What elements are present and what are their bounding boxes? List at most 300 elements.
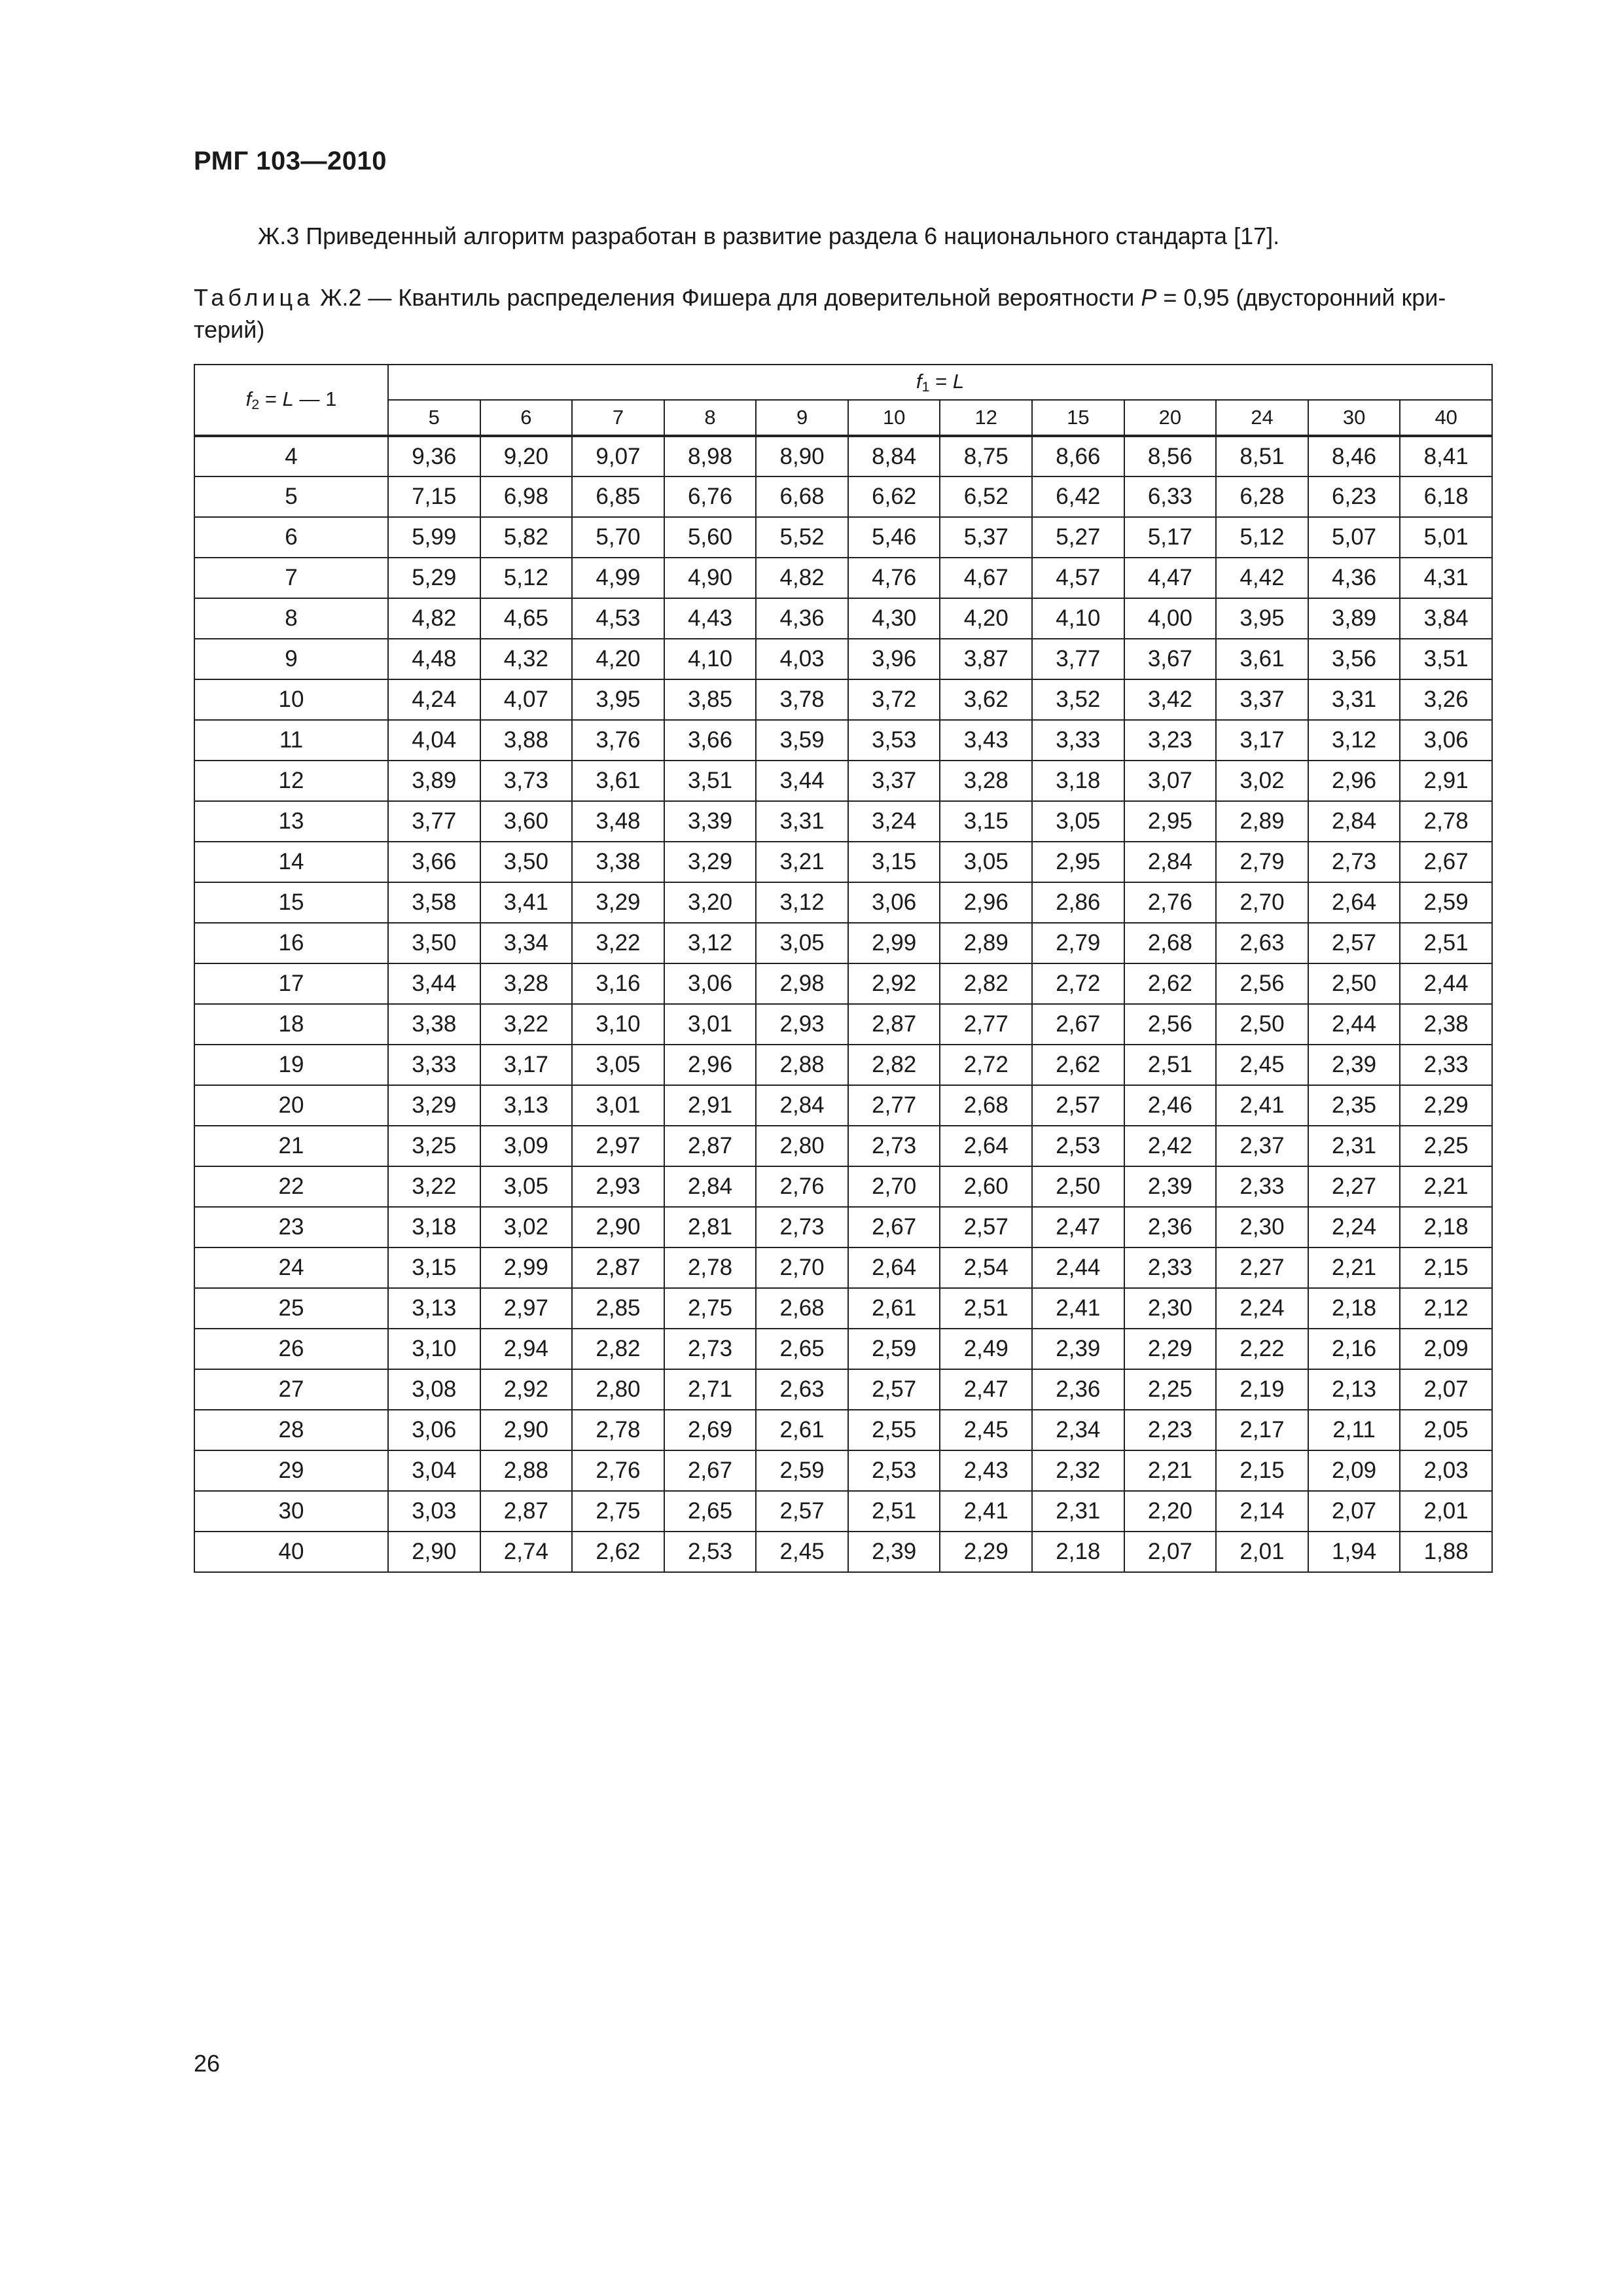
column-header: 24 [1216,400,1308,436]
row-label-f2: 4 [194,436,388,476]
table-cell: 2,38 [1400,1004,1492,1045]
table-cell: 2,82 [572,1329,664,1369]
table-cell: 2,39 [848,1532,940,1572]
table-cell: 2,33 [1216,1166,1308,1207]
table-cell: 2,56 [1124,1004,1217,1045]
table-cell: 2,27 [1216,1247,1308,1288]
column-header: 15 [1032,400,1124,436]
table-cell: 2,63 [756,1369,848,1410]
column-header: 5 [388,400,480,436]
table-cell: 2,35 [1308,1085,1400,1126]
table-cell: 3,37 [848,761,940,801]
table-cell: 3,15 [848,842,940,882]
table-cell: 2,72 [1032,963,1124,1004]
table-cell: 4,42 [1216,558,1308,598]
table-cell: 3,10 [572,1004,664,1045]
table-cell: 2,46 [1124,1085,1217,1126]
table-cell: 2,50 [1308,963,1400,1004]
table-cell: 2,84 [1124,842,1217,882]
table-cell: 3,12 [756,882,848,923]
column-group-header-f1: $f_1 = L$ [388,365,1492,400]
table-cell: 2,60 [940,1166,1032,1207]
table-cell: 3,03 [388,1491,480,1532]
table-cell: 5,07 [1308,517,1400,558]
table-cell: 3,50 [388,923,480,963]
table-cell: 3,13 [480,1085,573,1126]
table-cell: 2,51 [940,1288,1032,1329]
table-cell: 2,65 [756,1329,848,1369]
table-cell: 6,52 [940,476,1032,517]
table-cell: 3,06 [388,1410,480,1450]
paragraph-zh3: Ж.3 Приведенный алгоритм разработан в развитие раздела 6 национального стандарта [17]. [258,223,1280,249]
table-cell: 5,60 [664,517,757,558]
table-cell: 6,33 [1124,476,1217,517]
table-cell: 2,70 [756,1247,848,1288]
table-cell: 2,79 [1032,923,1124,963]
table-cell: 2,89 [1216,801,1308,842]
table-cell: 4,99 [572,558,664,598]
table-cell: 4,04 [388,720,480,761]
table-cell: 3,51 [664,761,757,801]
table-cell: 8,66 [1032,436,1124,476]
caption-label: Таблица [194,284,314,311]
table-cell: 2,59 [756,1450,848,1491]
table-cell: 2,44 [1032,1247,1124,1288]
table-cell: 2,59 [848,1329,940,1369]
fisher-quantile-table [194,364,1493,1573]
table-cell: 2,56 [1216,963,1308,1004]
table-cell: 2,55 [848,1410,940,1450]
table-row [194,923,1492,963]
table-cell: 3,41 [480,882,573,923]
table-cell: 3,07 [1124,761,1217,801]
table-cell: 3,96 [848,639,940,679]
table-cell: 2,73 [664,1329,757,1369]
column-header: 9 [756,400,848,436]
table-cell: 2,15 [1216,1450,1308,1491]
table-cell: 3,59 [756,720,848,761]
table-cell: 3,15 [940,801,1032,842]
table-cell: 2,41 [1216,1085,1308,1126]
table-cell: 2,61 [848,1288,940,1329]
page-number: 26 [194,2050,221,2077]
table-row [194,1126,1492,1166]
table-cell: 2,86 [1032,882,1124,923]
table-cell: 3,39 [664,801,757,842]
table-cell: 3,85 [664,679,757,720]
table-cell: 2,09 [1308,1450,1400,1491]
table-cell: 3,09 [480,1126,573,1166]
table-cell: 4,65 [480,598,573,639]
table-cell: 2,33 [1400,1045,1492,1085]
table-cell: 2,53 [848,1450,940,1491]
table-cell: 2,54 [940,1247,1032,1288]
table-cell: 2,07 [1400,1369,1492,1410]
table-cell: 2,20 [1124,1491,1217,1532]
table-cell: 3,33 [388,1045,480,1085]
table-cell: 2,97 [572,1126,664,1166]
table-row [194,963,1492,1004]
table-row [194,1004,1492,1045]
table-cell: 8,46 [1308,436,1400,476]
table-row [194,1207,1492,1247]
table-row [194,1450,1492,1491]
table-cell: 2,93 [572,1166,664,1207]
table-cell: 5,70 [572,517,664,558]
table-cell: 3,33 [1032,720,1124,761]
table-cell: 2,51 [848,1491,940,1532]
table-cell: 2,44 [1308,1004,1400,1045]
table-row [194,1045,1492,1085]
table-cell: 2,12 [1400,1288,1492,1329]
table-cell: 2,32 [1032,1450,1124,1491]
row-label-f2: 12 [194,761,388,801]
table-cell: 2,51 [1400,923,1492,963]
table-cell: 3,12 [664,923,757,963]
table-cell: 5,99 [388,517,480,558]
table-cell: 3,76 [572,720,664,761]
table-cell: 1,88 [1400,1532,1492,1572]
table-cell: 6,62 [848,476,940,517]
table-cell: 3,26 [1400,679,1492,720]
table-cell: 3,17 [480,1045,573,1085]
table-cell: 2,99 [848,923,940,963]
table-cell: 2,82 [848,1045,940,1085]
table-cell: 2,50 [1032,1166,1124,1207]
table-cell: 3,22 [388,1166,480,1207]
table-cell: 2,92 [480,1369,573,1410]
table-cell: 2,61 [756,1410,848,1450]
table-cell: 2,29 [1124,1329,1217,1369]
table-cell: 2,65 [664,1491,757,1532]
table-row [194,1369,1492,1410]
table-cell: 3,18 [388,1207,480,1247]
table-cell: 3,05 [480,1166,573,1207]
table-cell: 6,18 [1400,476,1492,517]
table-cell: 2,25 [1400,1126,1492,1166]
table-cell: 4,36 [1308,558,1400,598]
table-cell: 8,41 [1400,436,1492,476]
table-cell: 4,67 [940,558,1032,598]
table-cell: 2,36 [1032,1369,1124,1410]
table-cell: 3,67 [1124,639,1217,679]
table-cell: 4,20 [572,639,664,679]
table-cell: 4,47 [1124,558,1217,598]
table-cell: 2,47 [1032,1207,1124,1247]
table-cell: 2,03 [1400,1450,1492,1491]
table-cell: 7,15 [388,476,480,517]
table-cell: 2,22 [1216,1329,1308,1369]
table-cell: 2,45 [940,1410,1032,1450]
table-cell: 8,51 [1216,436,1308,476]
table-cell: 8,56 [1124,436,1217,476]
table-row [194,436,1492,476]
table-cell: 3,61 [1216,639,1308,679]
table-cell: 3,56 [1308,639,1400,679]
table-row [194,679,1492,720]
table-cell: 5,27 [1032,517,1124,558]
table-cell: 3,13 [388,1288,480,1329]
row-label-f2: 29 [194,1450,388,1491]
table-row [194,1247,1492,1288]
table-cell: 2,87 [664,1126,757,1166]
table-cell: 2,51 [1124,1045,1217,1085]
table-cell: 3,31 [756,801,848,842]
table-cell: 2,64 [1308,882,1400,923]
table-cell: 4,24 [388,679,480,720]
table-cell: 2,37 [1216,1126,1308,1166]
table-cell: 2,84 [1308,801,1400,842]
table-cell: 2,82 [940,963,1032,1004]
table-row [194,761,1492,801]
table-cell: 3,17 [1216,720,1308,761]
table-cell: 2,59 [1400,882,1492,923]
table-cell: 6,68 [756,476,848,517]
table-cell: 3,29 [664,842,757,882]
table-row [194,1166,1492,1207]
table-cell: 3,95 [1216,598,1308,639]
row-label-f2: 30 [194,1491,388,1532]
table-cell: 2,81 [664,1207,757,1247]
table-cell: 3,61 [572,761,664,801]
table-cell: 2,72 [940,1045,1032,1085]
table-cell: 2,96 [1308,761,1400,801]
table-cell: 2,95 [1032,842,1124,882]
table-cell: 2,90 [388,1532,480,1572]
table-cell: 2,21 [1308,1247,1400,1288]
table-cell: 2,80 [756,1126,848,1166]
table-cell: 3,05 [756,923,848,963]
table-cell: 8,98 [664,436,757,476]
table-cell: 3,06 [848,882,940,923]
table-cell: 2,16 [1308,1329,1400,1369]
table-cell: 3,42 [1124,679,1217,720]
table-cell: 2,84 [664,1166,757,1207]
table-cell: 2,92 [848,963,940,1004]
table-cell: 3,77 [1032,639,1124,679]
table-row [194,842,1492,882]
row-label-f2: 26 [194,1329,388,1369]
table-cell: 2,31 [1032,1491,1124,1532]
table-cell: 5,82 [480,517,573,558]
table-cell: 2,39 [1308,1045,1400,1085]
column-header: 12 [940,400,1032,436]
table-cell: 2,95 [1124,801,1217,842]
table-cell: 3,78 [756,679,848,720]
table-cell: 6,76 [664,476,757,517]
table-cell: 2,24 [1216,1288,1308,1329]
table-cell: 3,60 [480,801,573,842]
table-cell: 3,01 [572,1085,664,1126]
table-cell: 2,75 [572,1491,664,1532]
table-cell: 2,90 [572,1207,664,1247]
table-cell: 2,90 [480,1410,573,1450]
table-cell: 2,96 [664,1045,757,1085]
table-cell: 2,33 [1124,1247,1217,1288]
table-cell: 3,44 [388,963,480,1004]
table-cell: 3,34 [480,923,573,963]
caption-variable: P [1141,284,1157,311]
table-cell: 8,90 [756,436,848,476]
table-cell: 5,17 [1124,517,1217,558]
table-cell: 2,99 [480,1247,573,1288]
table-cell: 3,72 [848,679,940,720]
table-cell: 2,88 [480,1450,573,1491]
table-cell: 3,20 [664,882,757,923]
table-cell: 2,57 [1308,923,1400,963]
table-cell: 2,63 [1216,923,1308,963]
caption-line2: терий) [194,316,265,343]
table-cell: 4,76 [848,558,940,598]
table-cell: 2,68 [1124,923,1217,963]
table-cell: 4,36 [756,598,848,639]
table-cell: 4,03 [756,639,848,679]
table-cell: 2,21 [1124,1450,1217,1491]
table-row [194,1288,1492,1329]
table-cell: 3,12 [1308,720,1400,761]
table-cell: 2,64 [848,1247,940,1288]
table-cell: 3,89 [1308,598,1400,639]
row-label-f2: 9 [194,639,388,679]
document-code: РМГ 103—2010 [194,147,387,175]
table-cell: 9,07 [572,436,664,476]
table-cell: 2,07 [1308,1491,1400,1532]
table-cell: 9,36 [388,436,480,476]
table-cell: 3,28 [480,963,573,1004]
row-label-f2: 40 [194,1532,388,1572]
table-cell: 2,01 [1400,1491,1492,1532]
table-cell: 2,67 [1400,842,1492,882]
caption-text-before: Ж.2 — Квантиль распределения Фишера для доверительной вероятности [313,284,1141,311]
table-cell: 2,09 [1400,1329,1492,1369]
table-cell: 3,77 [388,801,480,842]
table-cell: 3,23 [1124,720,1217,761]
table-cell: 3,08 [388,1369,480,1410]
table-cell: 2,78 [664,1247,757,1288]
row-label-f2: 22 [194,1166,388,1207]
table-cell: 2,24 [1308,1207,1400,1247]
table-row [194,882,1492,923]
row-label-f2: 8 [194,598,388,639]
table-cell: 2,68 [940,1085,1032,1126]
table-cell: 6,28 [1216,476,1308,517]
table-cell: 2,57 [1032,1085,1124,1126]
table-row [194,1532,1492,1572]
table-cell: 4,30 [848,598,940,639]
table-cell: 3,52 [1032,679,1124,720]
table-cell: 4,10 [1032,598,1124,639]
table-cell: 3,66 [664,720,757,761]
table-cell: 8,84 [848,436,940,476]
table-cell: 2,39 [1032,1329,1124,1369]
table-cell: 3,53 [848,720,940,761]
table-cell: 3,22 [572,923,664,963]
table-cell: 4,82 [388,598,480,639]
table-cell: 2,91 [1400,761,1492,801]
row-label-f2: 28 [194,1410,388,1450]
column-header: 30 [1308,400,1400,436]
table-cell: 3,01 [664,1004,757,1045]
table-row [194,1491,1492,1532]
column-header: 10 [848,400,940,436]
table-cell: 2,77 [940,1004,1032,1045]
table-cell: 2,85 [572,1288,664,1329]
table-cell: 3,66 [388,842,480,882]
table-cell: 2,41 [1032,1288,1124,1329]
table-cell: 3,44 [756,761,848,801]
table-cell: 2,30 [1216,1207,1308,1247]
table-cell: 2,57 [756,1491,848,1532]
row-label-f2: 18 [194,1004,388,1045]
table-cell: 2,97 [480,1288,573,1329]
table-cell: 2,39 [1124,1166,1217,1207]
table-cell: 2,96 [940,882,1032,923]
table-cell: 2,25 [1124,1369,1217,1410]
row-label-f2: 14 [194,842,388,882]
table-cell: 5,46 [848,517,940,558]
table-cell: 3,43 [940,720,1032,761]
table-cell: 3,05 [1032,801,1124,842]
table-cell: 2,23 [1124,1410,1217,1450]
row-label-f2: 27 [194,1369,388,1410]
table-cell: 3,15 [388,1247,480,1288]
table-cell: 2,45 [1216,1045,1308,1085]
table-cell: 2,13 [1308,1369,1400,1410]
table-cell: 2,67 [848,1207,940,1247]
table-cell: 2,42 [1124,1126,1217,1166]
table-cell: 2,93 [756,1004,848,1045]
table-row [194,476,1492,517]
table-cell: 3,28 [940,761,1032,801]
table-cell: 2,80 [572,1369,664,1410]
table-cell: 2,76 [572,1450,664,1491]
row-label-f2: 20 [194,1085,388,1126]
table-cell: 1,94 [1308,1532,1400,1572]
row-label-f2: 16 [194,923,388,963]
table-cell: 2,53 [1032,1126,1124,1166]
table-cell: 2,62 [1124,963,1217,1004]
row-header-f2: $f_2 = L$ — 1 [194,365,388,436]
table-cell: 2,57 [940,1207,1032,1247]
table-cell: 3,48 [572,801,664,842]
table-cell: 4,00 [1124,598,1217,639]
table-cell: 3,16 [572,963,664,1004]
table-cell: 2,73 [756,1207,848,1247]
table-cell: 2,62 [572,1532,664,1572]
table-cell: 8,75 [940,436,1032,476]
table-cell: 2,77 [848,1085,940,1126]
table-cell: 2,18 [1400,1207,1492,1247]
table-cell: 2,53 [664,1532,757,1572]
table-cell: 2,73 [848,1126,940,1166]
table-cell: 2,21 [1400,1166,1492,1207]
table-cell: 4,31 [1400,558,1492,598]
table-cell: 4,82 [756,558,848,598]
table-cell: 3,38 [572,842,664,882]
table-cell: 2,71 [664,1369,757,1410]
table-cell: 3,04 [388,1450,480,1491]
table-cell: 5,29 [388,558,480,598]
table-cell: 3,37 [1216,679,1308,720]
row-label-f2: 6 [194,517,388,558]
table-cell: 2,44 [1400,963,1492,1004]
table-cell: 5,52 [756,517,848,558]
table-cell: 2,87 [848,1004,940,1045]
table-cell: 3,87 [940,639,1032,679]
table-cell: 2,19 [1216,1369,1308,1410]
table-cell: 2,07 [1124,1532,1217,1572]
table-cell: 4,90 [664,558,757,598]
